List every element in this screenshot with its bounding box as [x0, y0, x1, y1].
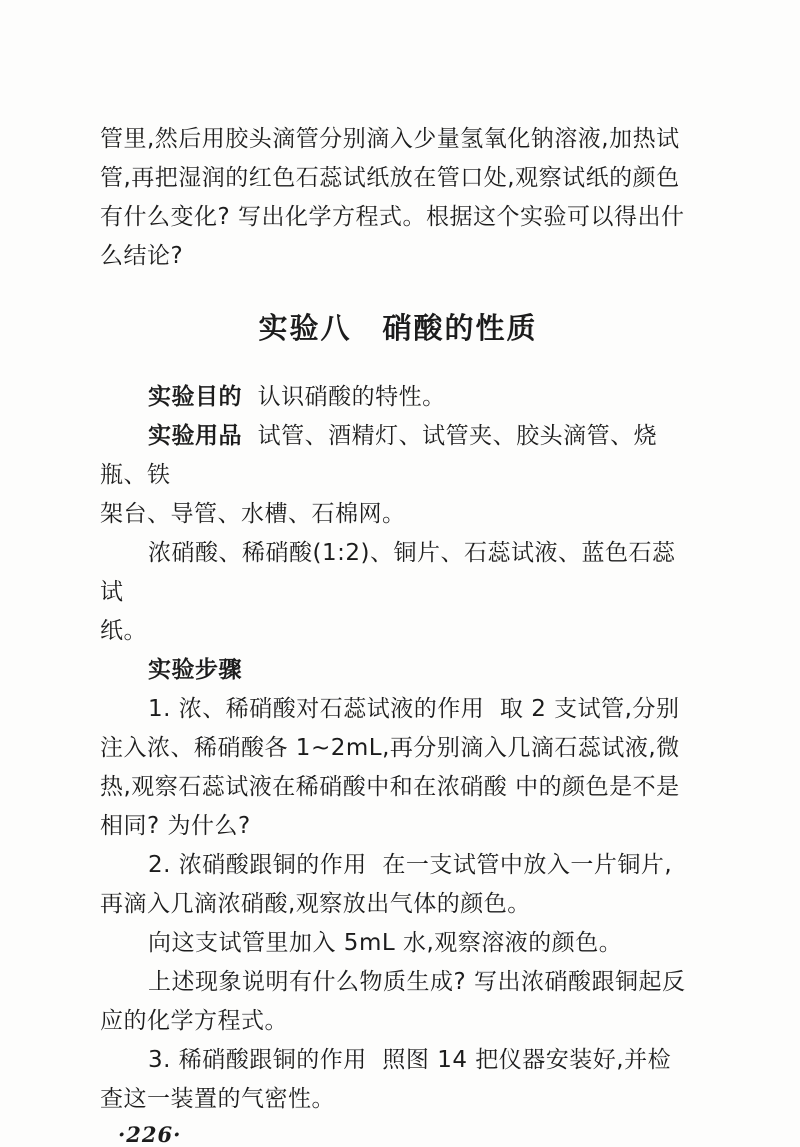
text-line — [100, 1002, 696, 1041]
text-segment: 管,再把湿润的红色石蕊试纸放在管口处,观察试纸的颜色 — [100, 165, 680, 191]
text-line — [100, 495, 696, 534]
text-line — [100, 924, 696, 963]
paragraph — [100, 651, 696, 690]
text-line — [100, 417, 696, 495]
text-segment: 试管、酒精灯、试管夹、胶头滴管、烧瓶、铁 — [100, 423, 658, 488]
text-line — [100, 378, 696, 417]
paragraph — [100, 924, 696, 963]
text-line — [100, 963, 696, 1002]
text-segment: 上述现象说明有什么物质生成? 写出浓硝酸跟铜起反 — [148, 969, 686, 995]
text-segment: 查这一装置的气密性。 — [100, 1086, 335, 1112]
text-line — [100, 690, 696, 729]
section-label: 实验步骤 — [148, 657, 242, 683]
text-segment: 热,观察石蕊试液在稀硝酸中和在浓硝酸 中的颜色是不是 — [100, 774, 680, 800]
text-segment: 3. 稀硝酸跟铜的作用 照图 14 把仪器安装好,并检 — [148, 1047, 672, 1073]
paragraph — [100, 534, 696, 651]
text-line — [100, 198, 696, 237]
paragraph — [100, 378, 696, 417]
text-line — [100, 885, 696, 924]
text-line — [100, 159, 696, 198]
text-line — [100, 846, 696, 885]
text-line — [100, 120, 696, 159]
text-line — [100, 1041, 696, 1080]
paragraph — [100, 417, 696, 534]
experiment-title: 实验八 硝酸的性质 — [258, 311, 538, 345]
text-segment: 1. 浓、稀硝酸对石蕊试液的作用 取 2 支试管,分别 — [148, 696, 680, 722]
text-line — [100, 237, 696, 276]
text-line — [100, 807, 696, 846]
text-line — [100, 1080, 696, 1119]
text-line — [100, 729, 696, 768]
section-label: 实验用品 — [148, 423, 242, 449]
text-segment: 相同? 为什么? — [100, 813, 251, 839]
text-segment: 2. 浓硝酸跟铜的作用 在一支试管中放入一片铜片, — [148, 852, 673, 878]
text-segment: 再滴入几滴浓硝酸,观察放出气体的颜色。 — [100, 891, 531, 917]
text-segment: 有什么变化? 写出化学方程式。根据这个实验可以得出什 — [100, 204, 685, 230]
paragraph — [100, 963, 696, 1041]
page-number: ·226· — [118, 1122, 182, 1147]
text-line — [100, 612, 696, 651]
section-label: 实验目的 — [148, 384, 242, 410]
text-line — [100, 651, 696, 690]
text-segment: 纸。 — [100, 618, 147, 644]
paragraph — [100, 690, 696, 846]
text-segment: 管里,然后用胶头滴管分别滴入少量氢氧化钠溶液,加热试 — [100, 126, 680, 152]
text-segment: 向这支试管里加入 5mL 水,观察溶液的颜色。 — [148, 930, 623, 956]
text-segment: 么结论? — [100, 243, 184, 269]
text-blocks — [100, 120, 696, 1119]
text-segment: 架台、导管、水槽、石棉网。 — [100, 501, 406, 527]
text-line — [100, 534, 696, 612]
paragraph — [100, 1041, 696, 1119]
paragraph — [100, 120, 696, 276]
text-line — [100, 768, 696, 807]
text-segment: 应的化学方程式。 — [100, 1008, 288, 1034]
paragraph — [100, 846, 696, 924]
text-segment: 认识硝酸的特性。 — [242, 384, 446, 410]
text-segment: 注入浓、稀硝酸各 1~2mL,再分别滴入几滴石蕊试液,微 — [100, 735, 680, 761]
text-segment: 浓硝酸、稀硝酸(1:2)、铜片、石蕊试液、蓝色石蕊试 — [100, 540, 676, 605]
